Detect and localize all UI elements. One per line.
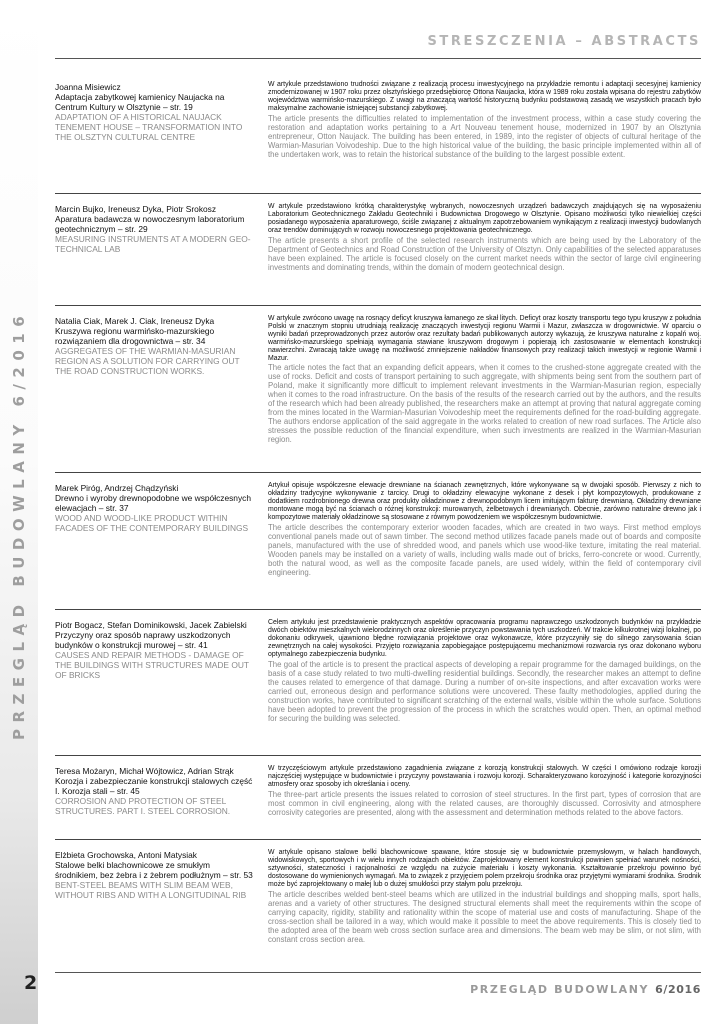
abstract-pl: W artykule opisano stalowe belki blachownicowe spawane, które stosuje się w budownictwie przemysłowym, w halach handlowych, widowiskowych, sportowych i w wielu innych rodzajach obiektów. Zaprojektowany element konstrukcji powinien spełniać warunek nośności, sztywności, stateczności i racjonalności ze względu na zużycie materiału i koszty wykonania. Kształtowanie przekroju powinno być dostosowane do wymienionych wymagań. Ma to związek z przyjęciem polem przekroju środnika oraz przyjętymi wymiarami środnika. Środnik może być zaprojektowany o małej lub o dużej smukłości przy stałym polu przekroju. [268, 849, 701, 888]
footer-issue: 6/2016 [655, 983, 701, 996]
entry-abstract [268, 203, 701, 272]
abstract-en: The article presents a short profile of the selected research instruments which are being used by the Laboratory of the Department of Geotechnics and Road Construction of the University of Olsztyn. Only capabilities of the selected apparatuses have been explained. The article is focused closely on the current market needs within the sector of large civil engineering investments and dominating trends, within the domain of modern geotechnical design. [268, 235, 701, 272]
entry-meta [55, 620, 255, 680]
entry-authors: Marek Piróg, Andrzej Chądzyński [55, 483, 179, 493]
entry-abstract [268, 315, 701, 444]
entry-meta [55, 483, 255, 533]
entry-meta [55, 850, 255, 900]
abstract-pl: W trzyczęściowym artykule przedstawiono zagadnienia związane z korozją konstrukcji stalowych. W części I omówiono rodzaje korozji najczęściej występujące w budownictwie i przyczyny powstawania i rozwoju korozji. Scharakteryzowano korozyjność i kategorie korozyjności atmosfery oraz sposoby ich określania i oceny. [268, 765, 701, 788]
entry-title-pl: Adaptacja zabytkowej kamienicy Naujacka na Centrum Kultury w Olsztynie – str. 19 [55, 92, 225, 112]
abstract-pl: W artykule przedstawiono trudności związane z realizacją procesu inwestycyjnego na przykładzie remontu i adaptacji secesyjnej kamienicy zmodernizowanej w 1907 roku przez olsztyńskiego przedsiębiorcę Ottona Naujacka, która w 1989 roku została wpisana do rejestru zabytków województwa warmińsko-mazurskiego. Z uwagi na znaczącą wartość historyczną budynku podstawową zasadą we wszystkich pracach było maksymalne zachowanie istniejącej substancji zabytkowej. [268, 81, 701, 112]
entry-abstract [268, 482, 701, 577]
abstract-entry [55, 473, 701, 610]
entry-meta [55, 204, 255, 254]
entry-title-pl: Korozja i zabezpieczanie konstrukcji stalowych część I. Korozja stali – str. 45 [55, 776, 253, 796]
footer-journal-name: PRZEGLĄD BUDOWLANY [470, 983, 650, 996]
entry-abstract [268, 765, 701, 817]
entry-title-en: MEASURING INSTRUMENTS AT A MODERN GEO-TECHNICAL LAB [55, 234, 251, 254]
entry-title-pl: Aparatura badawcza w nowoczesnym laboratorium geotechnicznym – str. 29 [55, 214, 245, 234]
footer-divider [55, 972, 701, 973]
entry-title-en: AGGREGATES OF THE WARMIAN-MASURIAN REGION AS A SOLUTION FOR CARRYING OUT THE ROAD CONSTRUCTION WORKS. [55, 346, 240, 376]
abstract-entry [55, 72, 701, 194]
abstract-entry [55, 306, 701, 473]
entry-meta [55, 766, 255, 816]
entry-abstract [268, 81, 701, 159]
page-number: 2 [24, 972, 38, 994]
abstracts-list [55, 72, 701, 968]
entry-title-en: CAUSES AND REPAIR METHODS - DAMAGE OF THE BUILDINGS WITH STRUCTURES MADE OUT OF BRICKS [55, 650, 249, 680]
abstract-en: The three-part article presents the issues related to corrosion of steel structures. In the first part, types of corrosion that are most common in civil engineering, along with the related causes, are thoroughly discussed. Corrosivity and atmosphere corrosivity categories are presented, along with the assessment and determination methods related to the above factors. [268, 789, 701, 817]
sidebar-band [0, 0, 38, 1024]
abstract-pl: Celem artykułu jest przedstawienie praktycznych aspektów opracowania programu naprawczego uszkodzonych budynków na przykładzie dwóch obiektów mieszkalnych wielorodzinnych oraz określenie przyczyn powstawania tych uszkodzeń. W trakcie kilkukrotnej wizji lokalnej, po dokonaniu odkrywek, ujawniono błędne rozwiązania projektowe oraz wykonawcze, które przyczyniły się do silnego zarysowania ścian zewnętrznych na całej wysokości. Przyjęto rozwiązania zapobiegające postępującemu mechanizmowi rozwarcia rys oraz dokonano wyboru optymalnego zabezpieczenia budynku. [268, 619, 701, 658]
entry-authors: Natalia Ciak, Marek J. Ciak, Ireneusz Dyka [55, 316, 215, 326]
abstract-pl: W artykule przedstawiono krótką charakterystykę wybranych, nowoczesnych urządzeń badawczych znajdujących się na wyposażeniu Laboratorium Geotechnicznego Zakładu Geotechniki i Budownictwa Drogowego w Olsztynie. Opisano możliwości tylko niewielkiej części posiadanego wyposażenia aparaturowego, ściśle związanej z aktualnym zapotrzebowaniem wynikającym z realizacji inwestycji budowlanych oraz trendów dominujących w rozwoju nowoczesnego projektowania geotechnicznego. [268, 203, 701, 234]
entry-title-pl: Przyczyny oraz sposób naprawy uszkodzonych budynków o konstrukcji murowej – str. 41 [55, 630, 231, 650]
abstract-pl: W artykule zwrócono uwagę na rosnący deficyt kruszywa łamanego ze skał litych. Deficyt oraz koszty transportu tego typu kruszyw z południa Polski w znacznym stopniu utrudniają realizację znaczących inwestycji regionu Warmii i Mazur, zwłaszcza w drogownictwie. W oparciu o wyniki badań przeprowadzonych przez autorów oraz rezultaty badań publikowanych autorzy wykazują, że kruszywa naturalne z kopalń woj. warmińsko-mazurskiego spełniają wymagania stawiane kruszywom drogowym i popierają ich zastosowanie w elementach konstrukcji nawierzchni. Zwracają także uwagę na możliwość zmniejszenie nakładów finansowych przy realizacji takich inwestycji w regionie Warmii i Mazur. [268, 315, 701, 362]
abstract-en: The article presents the difficulties related to implementation of the investment process, within a case study covering the restoration and adaptation works pertaining to a Art Nouveau tenement house, modernized in 1907 by an Olsztynia entrepreneur, Otton Naujack. The building has been entered, in 1989, into the register of objects of cultural heritage of the Warmian-Masurian Voivodeship. Due to the high historical value of the building, the basic principle implemented within all of the undertaken work, was to retain the historical substance of the building to the largest possible extent. [268, 113, 701, 159]
section-title: STRESZCZENIA – ABSTRACTS [427, 34, 701, 49]
entry-abstract [268, 849, 701, 944]
entry-authors: Piotr Bogacz, Stefan Dominikowski, Jacek Zabielski [55, 620, 247, 630]
footer-journal [470, 983, 701, 996]
abstract-en: The article notes the fact that an expanding deficit appears, when it comes to the crushed-stone aggregate created with the use of rocks. Deficit and costs of transport pertaining to such aggregate, with shipments being sent from the southern part of Poland, make it significantly more difficult to implement relevant investments in the Warmian-Masurian region, especially when it comes to the road infrastructure. On the basis of the results of the research carried out by the authors, and the results of the research which had been already published, the researchers make an attempt at proving that natural aggregate coming from the mines located in the Warmian-Masurian Voivodeship meet the requirements defined for the road-building aggregate. The authors endorse application of the said aggregate in the works related to creation of new road surfaces. The Article also stresses the possible reduction of the financial expenditure, when such investments are realized in the Warmian-Masurian region. [268, 363, 701, 445]
abstract-pl: Artykuł opisuje współczesne elewacje drewniane na ścianach zewnętrznych, które wykonywane są w dwojaki sposób. Pierwszy z nich to okładziny tradycyjne wykonywanie z tarcicy. Drugi to okładziny elewacyjne wykonane z desek i płyt kompozytowych, produkowane z dodatkiem rozdrobnionego drewna oraz produkty okładzinowe z drewnopodobnym licem imitującym fakturę drewnianą. Okładziny drewniane montowane mogą być na ścianach o różnej konstrukcji: murowanych, żelbetowych i drewnianych. Obecnie, zarówno naturalne drewno jak i kompozytowe materiały okładzinowe są stosowane z równym powodzeniem we współczesnym budownictwie. [268, 482, 701, 521]
entry-title-en: CORROSION AND PROTECTION OF STEEL STRUCTURES. PART I. STEEL CORROSION. [55, 796, 231, 816]
entry-authors: Elżbieta Grochowska, Antoni Matysiak [55, 850, 197, 860]
entry-title-en: BENT-STEEL BEAMS WITH SLIM BEAM WEB, WITHOUT RIBS AND WITH A LONGITUDINAL RIB [55, 880, 247, 900]
entry-title-en: WOOD AND WOOD-LIKE PRODUCT WITHIN FACADES OF THE CONTEMPORARY BUILDINGS [55, 513, 249, 533]
journal-vertical-title: PRZEGLĄD BUDOWLANY 6/2016 [10, 309, 28, 740]
abstract-entry [55, 194, 701, 306]
abstract-entry [55, 756, 701, 840]
abstract-en: The article describes the contemporary exterior wooden facades, which are created in two ways. First method employs conventional panels made out of sawn timber. The second method utilizes facade panels made out of boards and composite panels, manufactured with the use of shredded wood, and panels which use wood-like texture, imitating the real material. Wooden panels may be installed on a variety of walls, including walls made out of bricks, ferro-concrete or wood. Currently, both the natural wood, as well as the composite facade panels, are used widely, within the field of contemporary civil engineering. [268, 522, 701, 577]
abstract-entry [55, 840, 701, 968]
entry-authors: Teresa Możaryn, Michał Wójtowicz, Adrian Strąk [55, 766, 234, 776]
entry-title-pl: Kruszywa regionu warmińsko-mazurskiego rozwiązaniem dla drogownictwa – str. 34 [55, 326, 215, 346]
entry-title-en: ADAPTATION OF A HISTORICAL NAUJACK TENEMENT HOUSE – TRANSFORMATION INTO THE OLSZTYN CULTURAL CENTRE [55, 112, 243, 142]
abstract-en: The article describes welded bent-steel beams which are utilized in the industrial buildings and shopping malls, sport halls, arenas and a variety of other structures. The designed structural elements shall meet the requirements within the scope of carrying capacity, rigidity, stability and rationality within the scope of material use and costs of manufacturing. Shape of the cross-section shall be tailored in a way, which would make it possible to meet the above requirements. This is closely tied to the adopted area of the beam web cross section surface area and dimensions. The beam web may be slim, or not slim, with constant cross section area. [268, 889, 701, 944]
entry-authors: Joanna Misiewicz [55, 82, 121, 92]
entry-title-pl: Drewno i wyroby drewnopodobne we współczesnych elewacjach – str. 37 [55, 493, 251, 513]
header-divider [55, 58, 701, 59]
abstract-entry [55, 610, 701, 756]
abstract-en: The goal of the article is to present the practical aspects of developing a repair programme for the damaged buildings, on the basis of a case study related to two multi-dwelling residential buildings. Secondly, the researcher makes an attempt to define the causes related to emergence of that damage. During a number of on-site inspections, and after excavation works were carried out, erroneous design and performance solutions were uncovered. These faulty methodologies, applied during the construction works, have contributed to significant scratching of the external walls, visible within the whole surface. Solutions have been adopted to prevent the progression of the process in which the scratches would open. Then, an optimal method for securing the building was selected. [268, 659, 701, 723]
entry-authors: Marcin Bujko, Ireneusz Dyka, Piotr Srokosz [55, 204, 217, 214]
entry-meta [55, 316, 255, 376]
entry-meta [55, 82, 255, 142]
entry-title-pl: Stalowe belki blachownicowe ze smukłym środnikiem, bez żebra i z żebrem podłużnym – str. 53 [55, 860, 253, 880]
entry-abstract [268, 619, 701, 723]
